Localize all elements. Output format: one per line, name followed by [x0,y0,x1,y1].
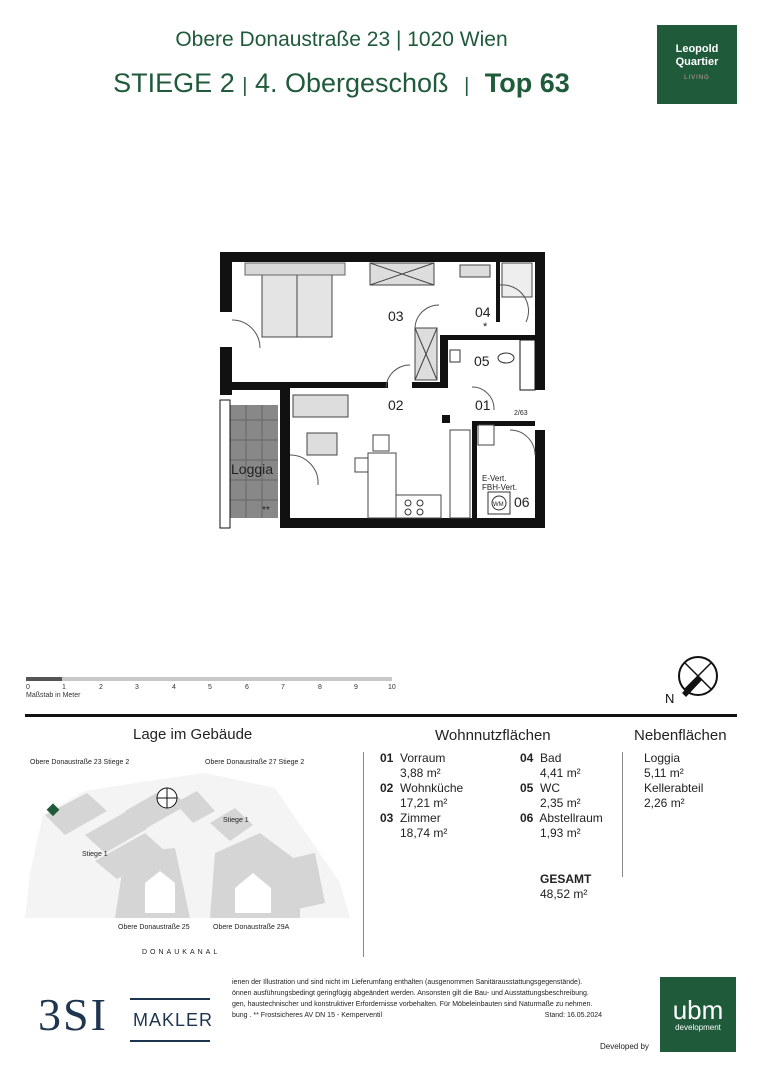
logo-line1: Leopold [675,43,719,55]
site-label: Obere Donaustraße 25 [118,924,190,931]
room-name: Zimmer [400,811,441,825]
room-num: 02 [380,781,394,795]
neben-area: 5,11 m² [644,766,684,780]
fbh-vert-label: FBH-Vert. [482,483,518,492]
separator: | [464,75,470,97]
stand-date: Stand: 16.05.2024 [544,1012,602,1019]
room-04-label: 04 [475,304,491,320]
neben-title: Nebenflächen [634,727,727,744]
sofa [293,395,348,417]
neben-entry [644,751,684,781]
room-area: 1,93 m² [540,826,581,840]
floor-label: 4. Obergeschoß [254,68,449,98]
column-divider [622,752,623,877]
site-label: Stiege 1 [223,817,249,824]
scale-tick: 0 [26,684,30,691]
ubm-logo-sub: development [675,1023,721,1032]
scale-tick: 5 [208,684,212,691]
room-02-label: 02 [388,397,404,413]
total-entry [540,872,591,902]
star-note: * [483,321,488,333]
table [307,433,337,455]
room-area: 4,41 m² [540,766,581,780]
room-05-label: 05 [474,353,490,369]
room-area: 17,21 m² [400,796,448,810]
room-num: 06 [520,811,534,825]
logo-divider [130,1040,210,1042]
room-area: 2,35 m² [540,796,581,810]
developed-by: Developed by [600,1042,649,1051]
separator: | [242,75,248,97]
room-num: 01 [380,751,394,765]
scale-bar [22,672,402,700]
site-label: DONAUKANAL [142,949,221,956]
room-entry [520,811,603,841]
scale-tick: 9 [354,684,358,691]
scale-tick: 2 [99,684,103,691]
star-note-2: ** [262,505,270,516]
disclaimer-line: önnen ausführungsbedingt geringfügig abgeändert werden. Ansonsten gilt die Bau- und Ausstattungsbeschreibung. [232,990,589,997]
room-03-label: 03 [388,308,404,324]
ubm-logo-main: ubm [672,995,724,1025]
north-arrow-icon [660,655,730,705]
room-name: Wohnküche [400,781,464,795]
loggia-label: Loggia [231,461,274,477]
north-label: N [665,691,675,705]
scale-tick: 1 [62,684,66,691]
site-plan [25,753,360,963]
wm-label: WM [493,502,504,508]
neben-name: Loggia [644,751,681,765]
divider [25,714,737,717]
site-label: Obere Donaustraße 23 Stiege 2 [30,759,130,766]
scale-tick: 10 [388,684,396,691]
neben-area: 2,26 m² [644,796,685,810]
column-divider [363,752,364,957]
makler-label: MAKLER [133,1010,214,1030]
room-name: Bad [540,751,562,765]
room-num: 04 [520,751,534,765]
room-area: 3,88 m² [400,766,441,780]
room-entry [380,751,445,781]
disclaimer-line: gen, haustechnischer und konstruktiver Erfordernisse vorbehalten. Für Möbeleinbauten sind Naturmaße zu nehmen. [232,1001,593,1008]
room-01-label: 01 [475,397,491,413]
floor-plan [210,245,555,535]
stiege-label: STIEGE 2 [113,68,235,98]
room-06-label: 06 [514,494,530,510]
site-label: Obere Donaustraße 27 Stiege 2 [205,759,305,766]
leopold-quartier-logo [657,25,737,104]
room-num: 05 [520,781,534,795]
logo-line3: LIVING [684,75,710,81]
wohn-title: Wohnnutzflächen [435,727,551,744]
total-label: GESAMT [540,872,592,886]
logo-line2: Quartier [675,56,719,68]
lage-title: Lage im Gebäude [133,726,253,743]
unit-title [0,68,683,99]
scale-tick: 6 [245,684,249,691]
neben-entry [644,781,703,811]
room-num: 03 [380,811,394,825]
room-entry [380,781,463,811]
scale-tick: 3 [135,684,139,691]
room-entry [520,751,581,781]
site-label: Obere Donaustraße 29A [213,924,290,931]
disclaimer [232,977,602,1021]
door-label: 2/63 [514,410,528,417]
room-entry [380,811,447,841]
total-area: 48,52 m² [540,887,588,901]
room-name: Vorraum [400,751,446,765]
disclaimer-line: ienen der Illustration und sind nicht im Lieferumfang enthalten (ausgenommen Sanitärausstattungsgegenstände). [232,979,583,986]
e-vert-label: E-Vert. [482,474,507,483]
3si-logo: 3SI [38,989,108,1040]
neben-name: Kellerabteil [644,781,704,795]
room-name: Abstellraum [539,811,603,825]
ubm-logo [660,977,736,1052]
disclaimer-line: bung . ** Frostsicheres AV DN 15 - Kemperventil [232,1012,383,1019]
scale-tick: 4 [172,684,176,691]
room-name: WC [540,781,561,795]
room-entry [520,781,581,811]
scale-tick: 7 [281,684,285,691]
scale-label: Maßstab in Meter [26,692,81,699]
room-area: 18,74 m² [400,826,448,840]
logo-divider [130,998,210,1000]
address-line: Obere Donaustraße 23 | 1020 Wien [175,28,508,51]
site-label: Stiege 1 [82,851,108,858]
top-label: Top 63 [484,68,570,98]
scale-tick: 8 [318,684,322,691]
